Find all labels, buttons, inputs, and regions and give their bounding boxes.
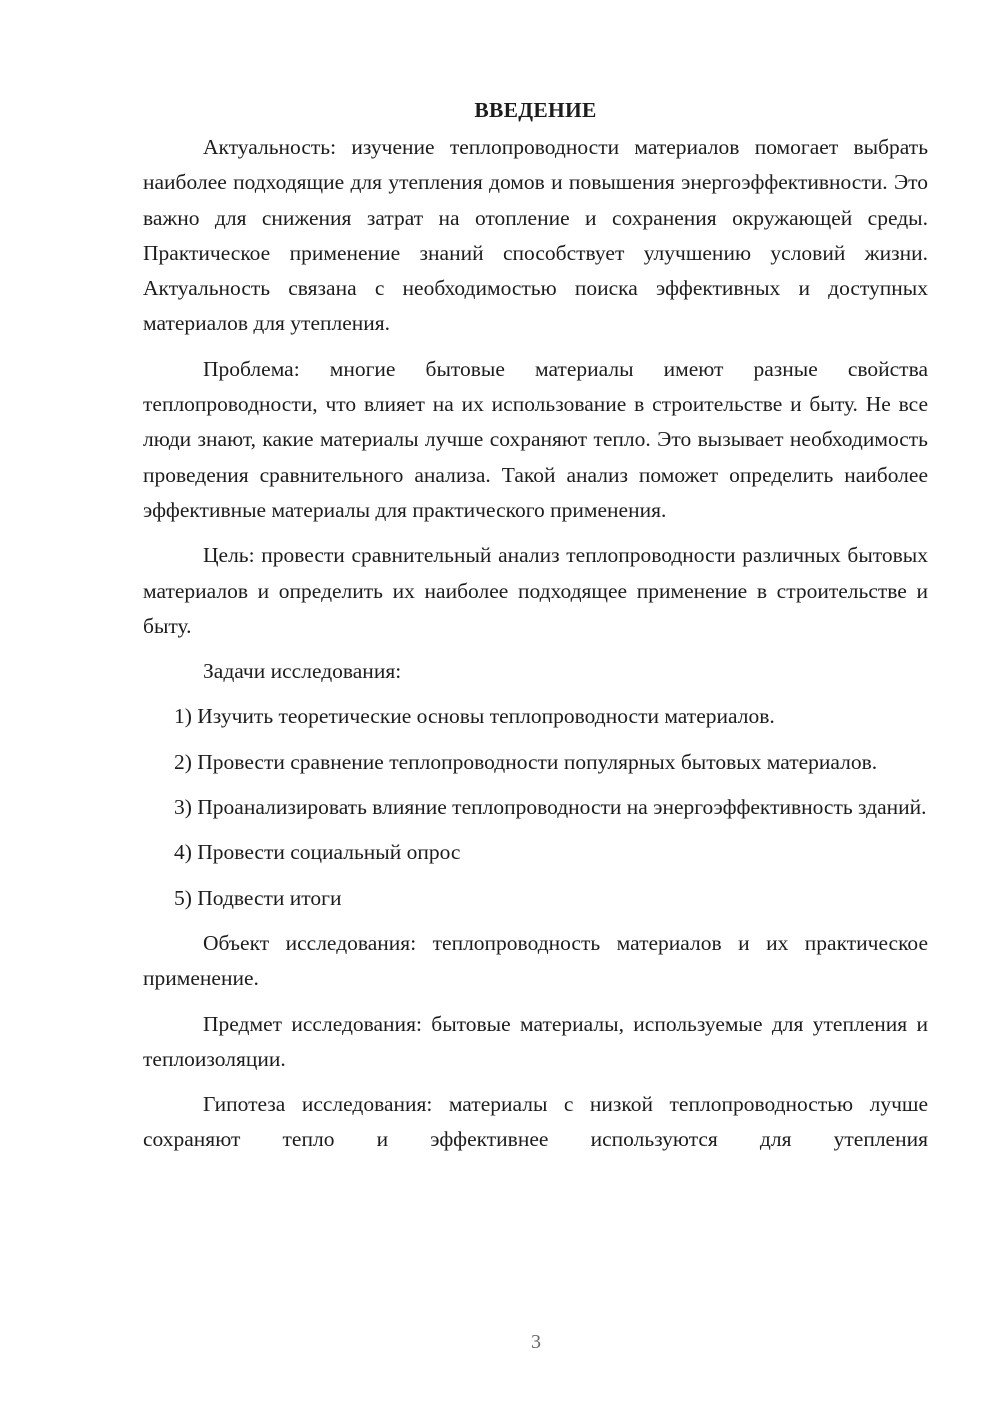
task-item-4: 4) Провести социальный опрос bbox=[174, 840, 461, 865]
document-body bbox=[143, 92, 928, 1168]
paragraph-problem: Проблема: многие бытовые материалы имеют разные свойства теплопроводности, что влияет на их использование в строительстве и быту. Не все люди знают, какие материалы лучше сохраняют тепло. Это вызывает необходимость проведения сравнительного анализа. Такой анализ поможет определить наиболее эффективные материалы для практического применения. bbox=[143, 356, 928, 522]
paragraph-hypothesis: Гипотеза исследования: материалы с низкой теплопроводностью лучше сохраняют тепло и эффективнее используются для утепления bbox=[143, 1092, 928, 1152]
page-number: 3 bbox=[531, 1331, 541, 1353]
paragraph-relevance: Актуальность: изучение теплопроводности материалов помогает выбрать наиболее подходящие для утепления домов и повышения энергоэффективности. Это важно для снижения затрат на отопление и сохранения окружающей среды. Практическое применение знаний способствует улучшению условий жизни. Актуальность связана с необходимостью поиска эффективных и доступных материалов для утепления. bbox=[143, 135, 928, 336]
paragraph-object: Объект исследования: теплопроводность материалов и их практическое применение. bbox=[143, 930, 928, 991]
section-title: ВВЕДЕНИЕ bbox=[474, 98, 597, 122]
paragraph-goal: Цель: провести сравнительный анализ теплопроводности различных бытовых материалов и определить их наиболее подходящее применение в строительстве и быту. bbox=[143, 543, 928, 638]
task-item-5: 5) Подвести итоги bbox=[174, 885, 342, 910]
task-item-3: 3) Проанализировать влияние теплопроводности на энергоэффективность зданий. bbox=[174, 795, 927, 820]
paragraph-subject: Предмет исследования: бытовые материалы, используемые для утепления и теплоизоляции. bbox=[143, 1011, 928, 1071]
task-item-2: 2) Провести сравнение теплопроводности популярных бытовых материалов. bbox=[174, 749, 878, 774]
task-item-1: 1) Изучить теоретические основы теплопроводности материалов. bbox=[174, 704, 775, 729]
tasks-heading: Задачи исследования: bbox=[203, 659, 402, 684]
